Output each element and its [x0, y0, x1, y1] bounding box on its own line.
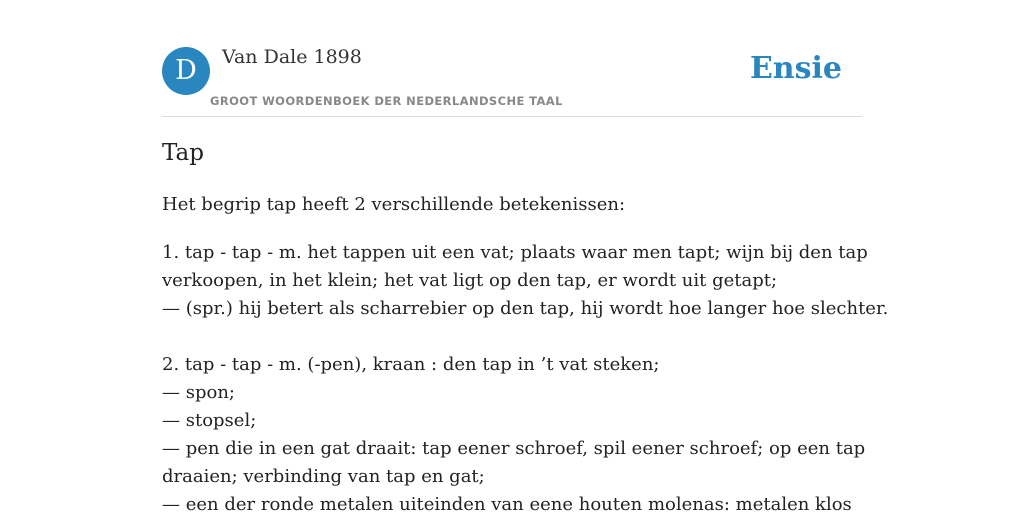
definitions-list — [162, 239, 889, 512]
definition-2 — [162, 351, 866, 512]
definition-line: 2. tap - tap - m. (-pen), kraan : den tap in ’t vat steken; — [162, 354, 660, 375]
definition-line: — een der ronde metalen uiteinden van eene houten molenas: metalen klos — [162, 494, 852, 512]
page-container — [162, 0, 889, 512]
definition-line: — pen die in een gat draait: tap eener schroef, spil eener schroef; op een tap — [162, 438, 866, 459]
definition-line: — (spr.) hij betert als scharrebier op den tap, hij wordt hoe langer hoe slechter. — [162, 298, 889, 319]
dictionary-logo-icon[interactable]: D — [162, 47, 210, 95]
dictionary-header — [162, 0, 862, 117]
dictionary-subtitle: GROOT WOORDENBOEK DER NEDERLANDSCHE TAAL — [210, 94, 563, 108]
entry-intro: Het begrip tap heeft 2 verschillende betekenissen: — [162, 194, 626, 215]
definition-line: — spon; — [162, 382, 235, 403]
definition-line: verkoopen, in het klein; het vat ligt op den tap, er wordt uit getapt; — [162, 270, 778, 291]
dictionary-name[interactable]: Van Dale 1898 — [222, 46, 362, 68]
definition-1 — [162, 239, 889, 323]
definition-line: 1. tap - tap - m. het tappen uit een vat; plaats waar men tapt; wijn bij den tap — [162, 242, 868, 263]
definition-line: — stopsel; — [162, 410, 257, 431]
entry-title: Tap — [162, 140, 204, 166]
definition-line: draaien; verbinding van tap en gat; — [162, 466, 485, 487]
brand-logo[interactable]: Ensie — [749, 51, 842, 86]
